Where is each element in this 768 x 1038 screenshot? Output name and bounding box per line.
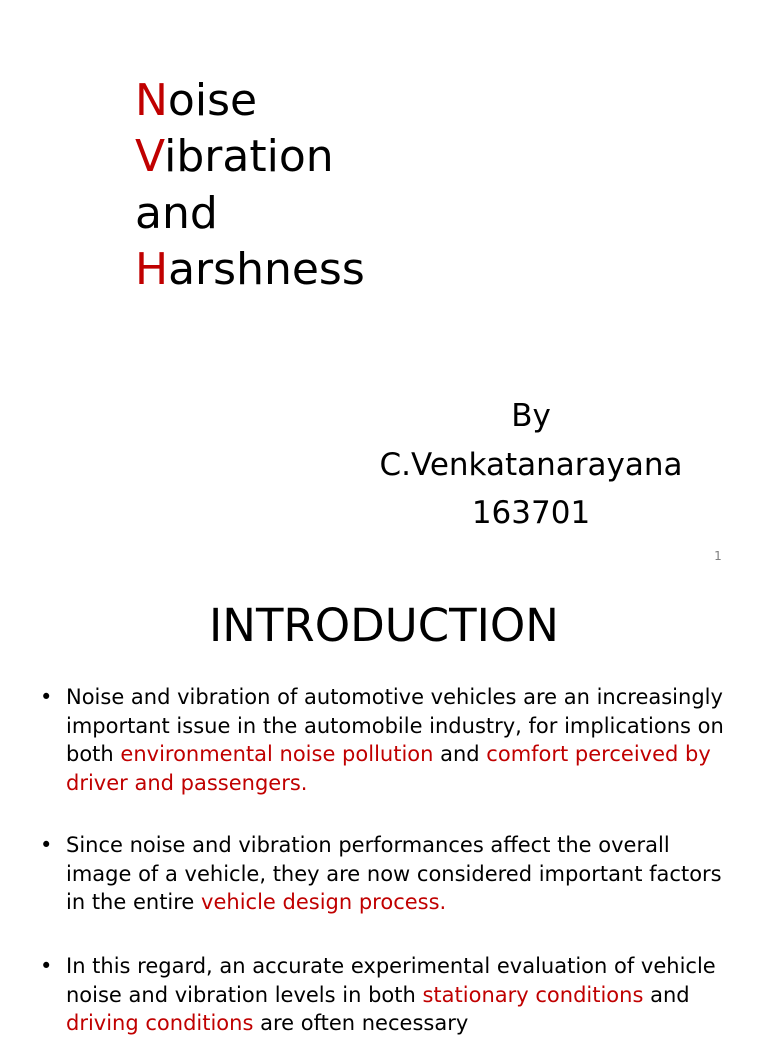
highlighted-phrase: vehicle design process. (201, 890, 447, 914)
text-segment: Noise and vibration of automotive vehicles are an increasingly important issue in the automobile industry, for implications on both (66, 685, 724, 766)
title-line-noise (135, 72, 257, 129)
title-rest: oise (167, 75, 258, 126)
title-initial: H (135, 244, 169, 295)
text-segment: and (643, 982, 690, 1007)
title-line-harshness (135, 241, 365, 298)
page-number: 1 (714, 549, 722, 563)
bullet-item (40, 683, 740, 797)
bullet-item (40, 831, 740, 917)
bullet-text (66, 952, 740, 1038)
title-line-and (135, 185, 218, 242)
bullet-item (40, 952, 740, 1038)
bullet-dot-icon: • (40, 833, 53, 857)
text-segment: Since noise and vibration performances affect the overall image of a vehicle, they are now considered important factors in the entire (66, 833, 722, 914)
bullet-text (66, 683, 740, 797)
highlighted-phrase: environmental noise pollution (120, 742, 434, 766)
bullet-text (66, 831, 740, 917)
bullet-dot-icon: • (40, 954, 53, 978)
title-rest: and (135, 188, 218, 239)
slide-title: INTRODUCTION (209, 599, 559, 652)
highlighted-phrase: driving conditions (66, 1011, 254, 1035)
text-segment: In this regard, an accurate experimental evaluation of vehicle noise and vibration levels in both (66, 954, 716, 1007)
highlighted-phrase: stationary conditions (422, 982, 644, 1007)
bullet-dot-icon: • (40, 685, 53, 709)
author-id: 163701 (471, 495, 591, 531)
highlighted-phrase: comfort perceived by driver and passengers. (66, 742, 711, 795)
byline-by: By (511, 398, 551, 434)
title-line-vibration (135, 128, 334, 185)
text-segment: are often necessary (253, 1011, 469, 1035)
title-initial: V (135, 131, 165, 182)
title-rest: arshness (168, 244, 365, 295)
text-segment: and (433, 742, 487, 766)
title-rest: ibration (164, 131, 334, 182)
author-name: C.Venkatanarayana (379, 447, 683, 483)
title-initial: N (135, 75, 168, 126)
